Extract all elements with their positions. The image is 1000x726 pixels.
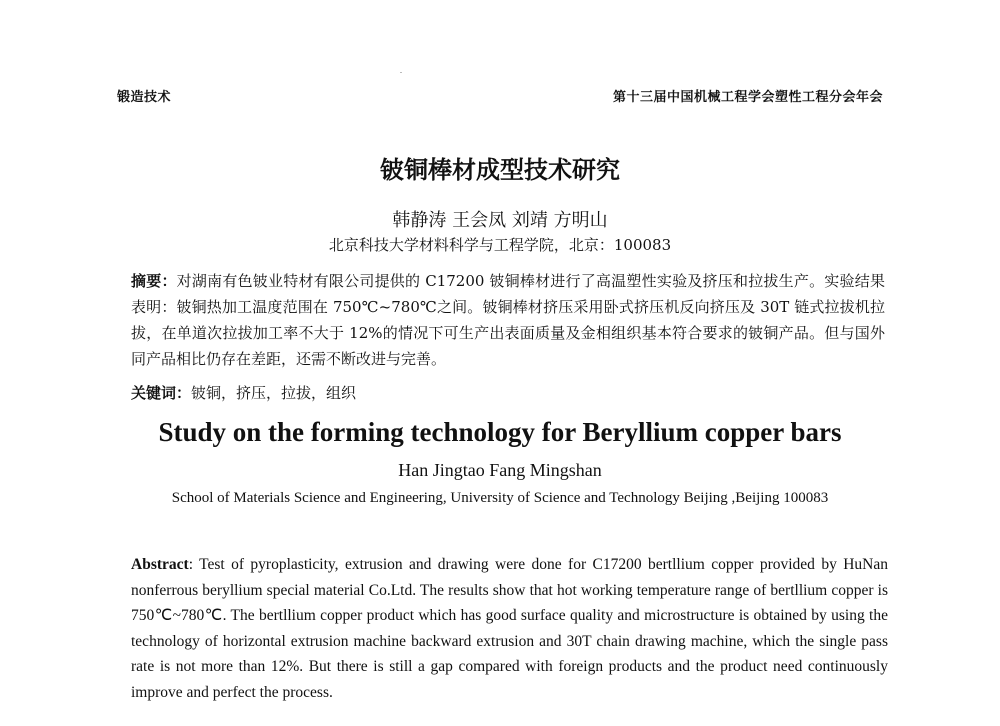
chinese-abstract-label: 摘要： [131,272,177,290]
running-header-left: 锻造技术 [117,90,172,105]
chinese-affiliation: 北京科技大学材料科学与工程学院，北京：100083 [328,236,672,254]
chinese-keywords-text: 铍铜，挤压，拉拔，组织 [191,384,357,402]
scan-speck [400,72,402,73]
english-abstract-text: : Test of pyroplasticity, extrusion and drawing were done for C17200 bertllium copper provided by HuNan nonferrous beryllium special material Co.Ltd. The results show that hot working temperature range of bertllium copper is 750℃~780℃. The bertllium copper product which has good surface quality and microstructure is obtained by using the technology of horizontal extrusion machine backward extrusion and 30T chain drawing machine, which the single pass rate is not more than 12%. But there is still a gap compared with foreign products and the product need continuously improve and perfect the process. [131,556,888,701]
chinese-keywords-label: 关键词： [131,384,192,402]
running-header-right: 第十三届中国机械工程学会塑性工程分会年会 [612,90,883,105]
chinese-authors: 韩静涛 王会凤 刘靖 方明山 [392,210,608,231]
chinese-title: 铍铜棒材成型技术研究 [380,155,620,184]
english-title: Study on the forming technology for Beryllium copper bars [158,417,842,447]
chinese-abstract-text: 对湖南有色铍业特材有限公司提供的 C17200 铍铜棒材进行了高温塑性实验及挤压和拉拔生产。实验结果表明：铍铜热加工温度范围在 750℃~780℃之间。铍铜棒材挤压采用卧式挤压机反向挤压及 30T 链式拉拔机拉拔，在单道次拉拔加工率不大于 12%的情况下可生产出表面质量及金相组织基本符合要求的铍铜产品。但与国外同产品相比仍存在差距，还需不断改进与完善。 [131,272,885,368]
english-abstract [131,552,888,705]
english-affiliation: School of Materials Science and Engineering, University of Science and Technology Beijing ,Beijing 100083 [171,490,829,506]
chinese-abstract [131,268,885,372]
english-abstract-label: Abstract [131,556,189,573]
chinese-keywords [131,382,885,404]
english-authors: Han Jingtao Fang Mingshan [398,460,602,480]
